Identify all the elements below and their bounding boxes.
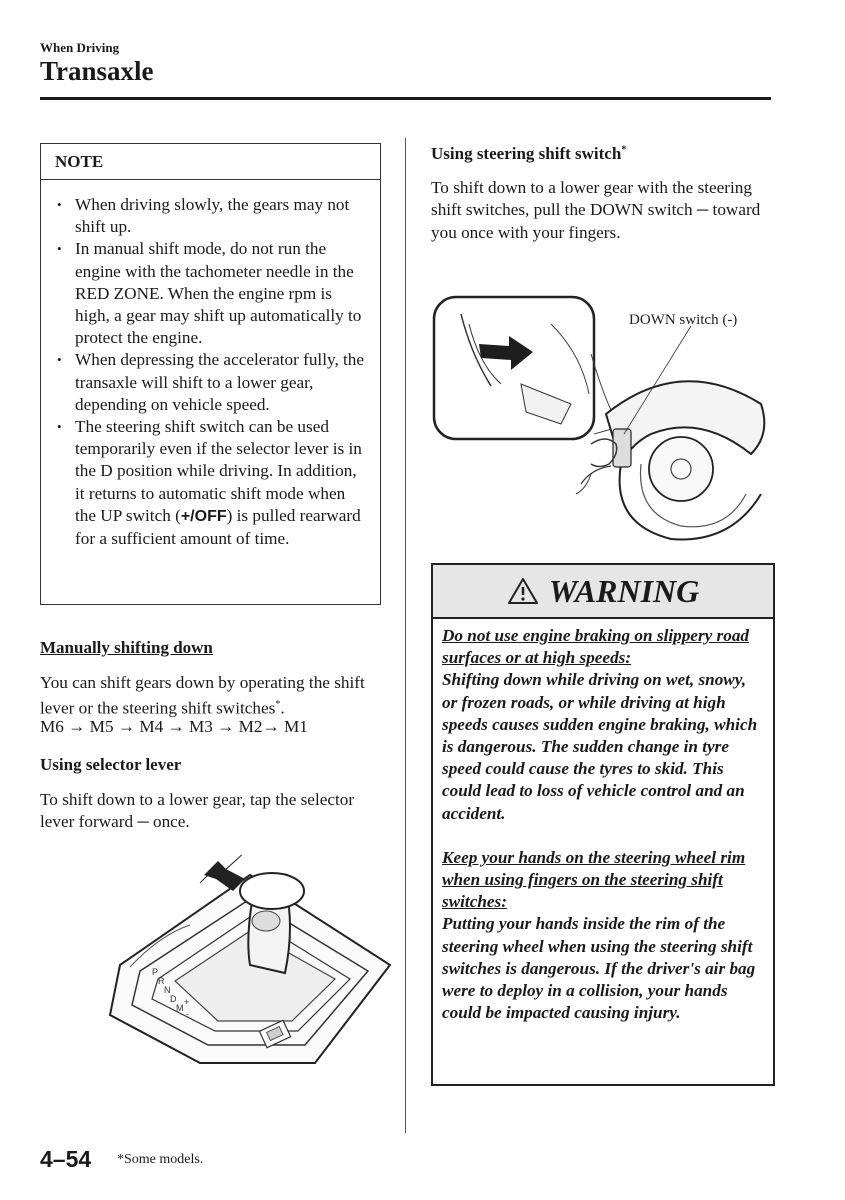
steering-wheel-illustration <box>431 294 771 549</box>
warning-title: WARNING <box>548 572 700 609</box>
page-title: Transaxle <box>40 56 154 86</box>
note-title: NOTE <box>41 144 380 180</box>
note-item-text: The steering shift switch can be used temporarily even if the selector lever is in the D position while driving. In addition, it returns to automatic shift mode when the UP switch ( <box>75 417 362 525</box>
steering-switch-heading <box>431 144 626 164</box>
gate-label-r: R <box>158 976 165 986</box>
gate-label-minus: - <box>186 1009 189 1019</box>
note-item: • In manual shift mode, do not run the engine with the tachometer needle in the RED ZONE. When the engine rpm is high, a gear may shift up automatically to protect the engine. <box>57 238 368 349</box>
manual-shift-down-heading: Manually shifting down <box>40 638 213 657</box>
note-item: • When depressing the accelerator fully, the transaxle will shift to a lower gear, depending on vehicle speed. <box>57 349 368 416</box>
selector-lever-heading: Using selector lever <box>40 755 182 774</box>
selector-text: To shift down to a lower gear, tap the selector lever forward <box>40 790 355 831</box>
header-rule <box>40 97 771 100</box>
selector-lever-text <box>40 789 380 834</box>
warning-triangle-icon <box>507 577 539 605</box>
footnote-mark: * <box>275 699 281 710</box>
warning-text-1: Shifting down while driving on wet, snowy, or frozen roads, or while driving at high speeds causes sudden engine braking, which is dangerous. The sudden change in tyre speed could cause the tyres to skid. This could lead to loss of vehicle control and an accident. <box>442 670 758 823</box>
note-item <box>57 416 368 550</box>
note-item-text-end: ) is pulled rearward for a sufficient amount of time. <box>75 505 361 549</box>
warning-heading-2: Keep your hands on the steering wheel rim when using fingers on the steering shift switches: <box>442 847 746 912</box>
steering-switch-heading-text: Using steering shift switch <box>431 144 622 163</box>
column-divider <box>405 138 406 1133</box>
intro-end: . <box>280 698 285 718</box>
gate-label-p: P <box>152 967 159 977</box>
gear-sequence: M6 → M5 → M4 → M3 → M2→ M1 <box>40 717 308 736</box>
steering-switch-text <box>431 177 771 244</box>
gate-label-d: D <box>170 994 177 1004</box>
note-item: • When driving slowly, the gears may not shift up. <box>57 194 368 238</box>
warning-box <box>431 563 775 1086</box>
section-label: When Driving <box>40 40 120 55</box>
minus-symbol: ─ <box>137 814 149 831</box>
selector-text-end: once. <box>148 812 190 831</box>
footnote-mark: * <box>621 144 627 156</box>
footnote: *Some models. <box>117 1152 204 1167</box>
note-list <box>41 180 380 550</box>
warning-body <box>433 619 773 1024</box>
gate-label-m: M <box>176 1003 184 1013</box>
steering-text: To shift down to a lower gear with the steering shift switches, pull the DOWN switch <box>431 178 752 219</box>
gate-label-n: N <box>164 985 171 995</box>
warning-heading-1: Do not use engine braking on slippery road surfaces or at high speeds: <box>442 626 750 668</box>
page-number: 4–54 <box>40 1146 92 1172</box>
note-box <box>40 143 381 605</box>
manual-shift-down-intro <box>40 672 385 720</box>
warning-text-2: Putting your hands inside the rim of the steering wheel when using the steering shift switches is dangerous. If the driver's air bag were to deploy in a collision, your hands could be impacted causing injury. <box>442 914 756 1023</box>
gate-label-plus: + <box>184 997 190 1007</box>
selector-lever-illustration <box>100 855 400 1070</box>
steering-text-end: toward you once with your fingers. <box>431 200 761 242</box>
down-switch-label: DOWN switch (-) <box>629 312 738 328</box>
warning-header <box>433 565 773 619</box>
minus-symbol: ─ <box>696 202 709 219</box>
up-switch-symbol: +/OFF <box>180 507 227 525</box>
intro-text: You can shift gears down by operating the shift lever or the steering shift switches <box>40 673 365 718</box>
